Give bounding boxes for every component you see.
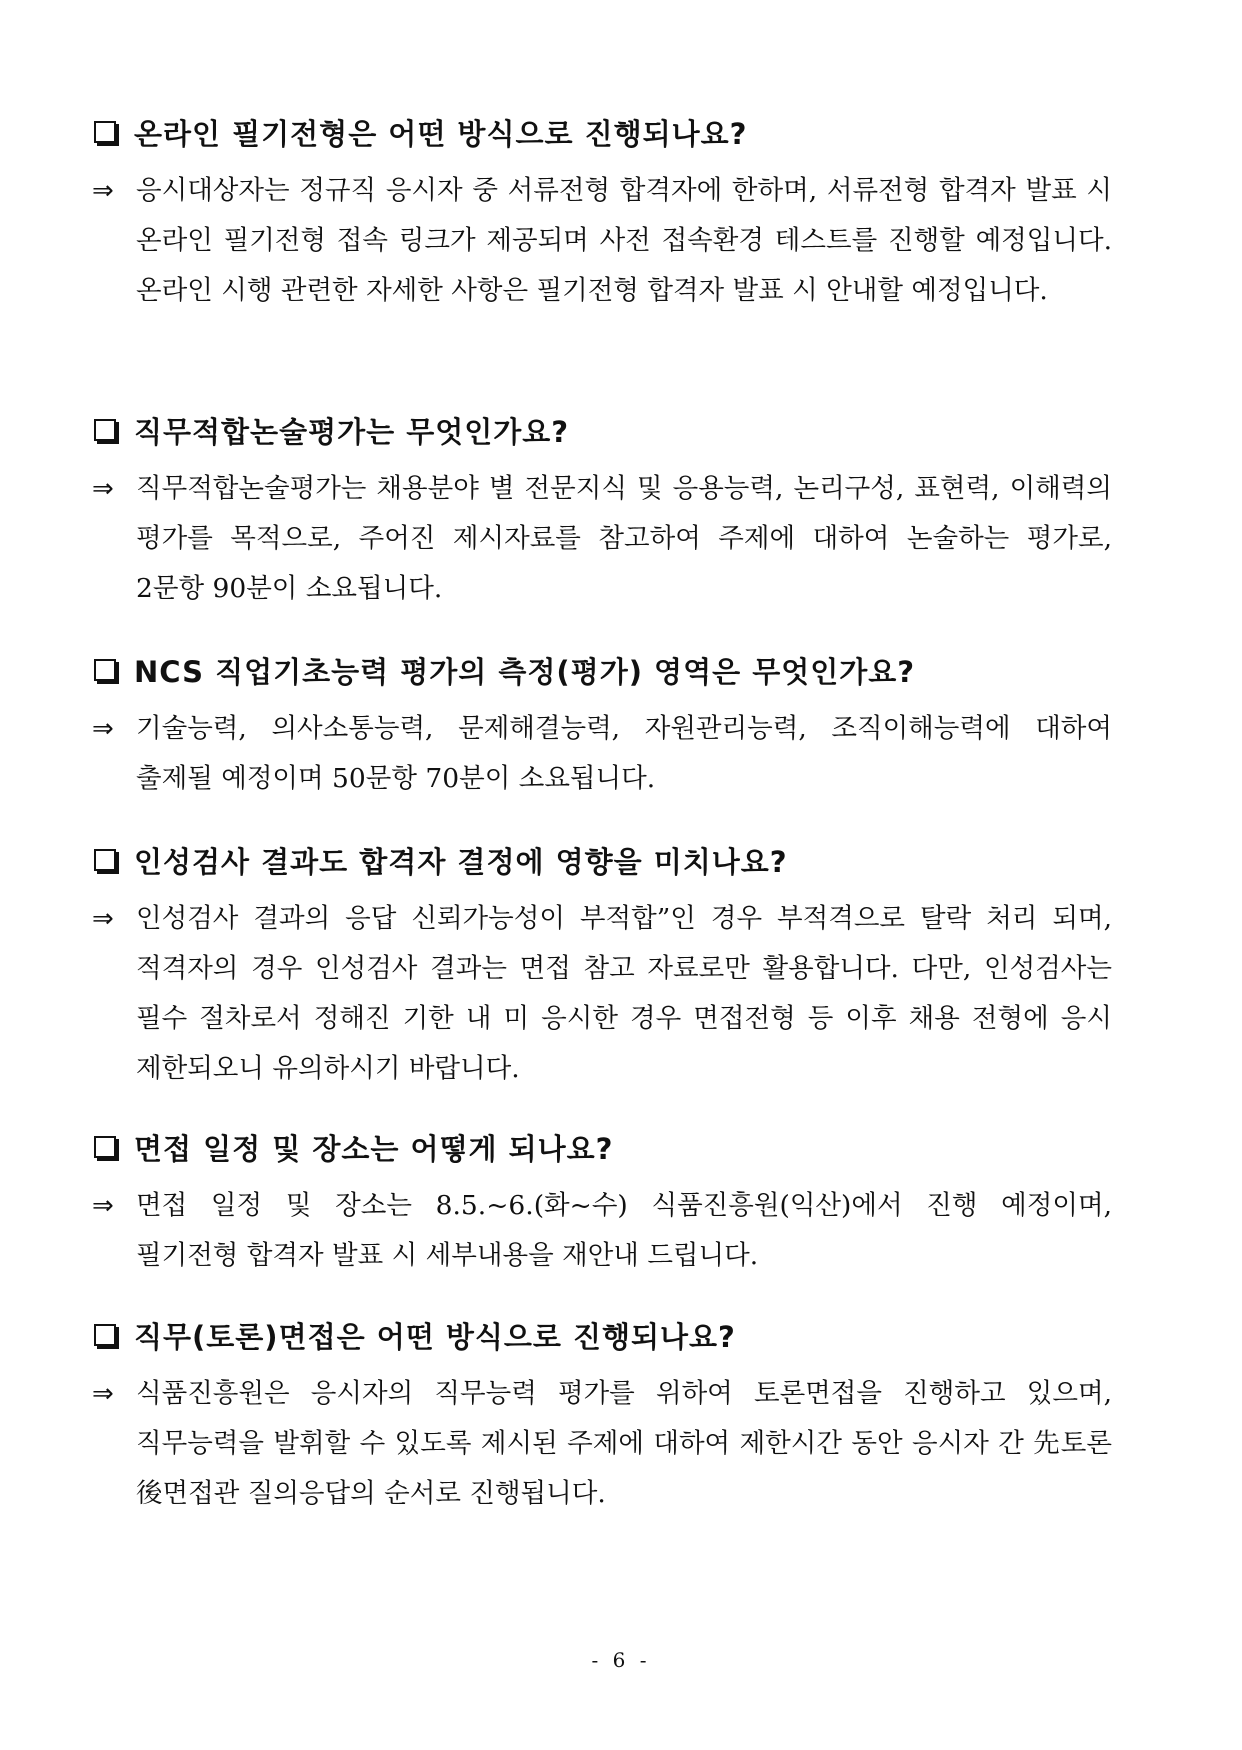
faq-question [92, 112, 1112, 152]
faq-item [92, 840, 1112, 1094]
answer-text: 기술능력, 의사소통능력, 문제해결능력, 자원관리능력, 조직이해능력에 대하여 출제될 예정이며 50문항 70분이 소요됩니다. [136, 713, 1112, 794]
faq-answer [92, 894, 1112, 1094]
answer-text: 식품진흥원은 응시자의 직무능력 평가를 위하여 토론면접을 진행하고 있으며, 직무능력을 발휘할 수 있도록 제시된 주제에 대하여 제한시간 동안 응시자 간 先토론 後면접관 질의응답의 순서로 진행됩니다. [136, 1378, 1112, 1509]
question-text: 직무(토론)면접은 어떤 방식으로 진행되나요? [134, 1319, 736, 1354]
faq-question [92, 410, 1112, 450]
checkbox-icon [94, 659, 116, 681]
question-text: 면접 일정 및 장소는 어떻게 되나요? [134, 1131, 614, 1166]
checkbox-icon [94, 849, 116, 871]
faq-item [92, 112, 1112, 316]
checkbox-icon [94, 1324, 116, 1346]
checkbox-icon [94, 419, 116, 441]
answer-text: 인성검사 결과의 응답 신뢰가능성이 부적합”인 경우 부적격으로 탈락 처리 되며, 적격자의 경우 인성검사 결과는 면접 참고 자료로만 활용합니다. 다만, 인성검사는 필수 절차로서 정해진 기한 내 미 응시한 경우 면접전형 등 이후 채용 전형에 응시 제한되오니 유의하시기 바랍니다. [136, 903, 1112, 1084]
arrow-icon: ⇒ [92, 1191, 114, 1221]
faq-answer [92, 166, 1112, 316]
faq-question [92, 650, 1112, 690]
faq-question [92, 1127, 1112, 1167]
answer-text: 면접 일정 및 장소는 8.5.~6.(화~수) 식품진흥원(익산)에서 진행 예정이며, 필기전형 합격자 발표 시 세부내용을 재안내 드립니다. [136, 1190, 1112, 1271]
faq-item [92, 1127, 1112, 1281]
arrow-icon: ⇒ [92, 474, 114, 504]
faq-answer [92, 464, 1112, 614]
faq-answer [92, 704, 1112, 804]
arrow-icon: ⇒ [92, 904, 114, 934]
arrow-icon: ⇒ [92, 714, 114, 744]
faq-item [92, 410, 1112, 614]
answer-text: 응시대상자는 정규직 응시자 중 서류전형 합격자에 한하며, 서류전형 합격자 발표 시 온라인 필기전형 접속 링크가 제공되며 사전 접속환경 테스트를 진행할 예정입니다. 온라인 시행 관련한 자세한 사항은 필기전형 합격자 발표 시 안내할 예정입니다. [136, 175, 1112, 306]
faq-answer [92, 1369, 1112, 1519]
question-text: 인성검사 결과도 합격자 결정에 영향을 미치나요? [134, 844, 788, 879]
arrow-icon: ⇒ [92, 176, 114, 206]
answer-text: 직무적합논술평가는 채용분야 별 전문지식 및 응용능력, 논리구성, 표현력, 이해력의 평가를 목적으로, 주어진 제시자료를 참고하여 주제에 대하여 논술하는 평가로, 2문항 90분이 소요됩니다. [136, 473, 1112, 604]
faq-answer [92, 1181, 1112, 1281]
checkbox-icon [94, 1136, 116, 1158]
faq-item [92, 1315, 1112, 1519]
faq-question [92, 840, 1112, 880]
page-number: - 6 - [591, 1648, 651, 1672]
faq-question [92, 1315, 1112, 1355]
faq-item [92, 650, 1112, 804]
checkbox-icon [94, 121, 116, 143]
question-text: 온라인 필기전형은 어떤 방식으로 진행되나요? [134, 116, 748, 151]
question-text: 직무적합논술평가는 무엇인가요? [134, 414, 570, 449]
question-text: NCS 직업기초능력 평가의 측정(평가) 영역은 무엇인가요? [134, 654, 916, 689]
arrow-icon: ⇒ [92, 1379, 114, 1409]
